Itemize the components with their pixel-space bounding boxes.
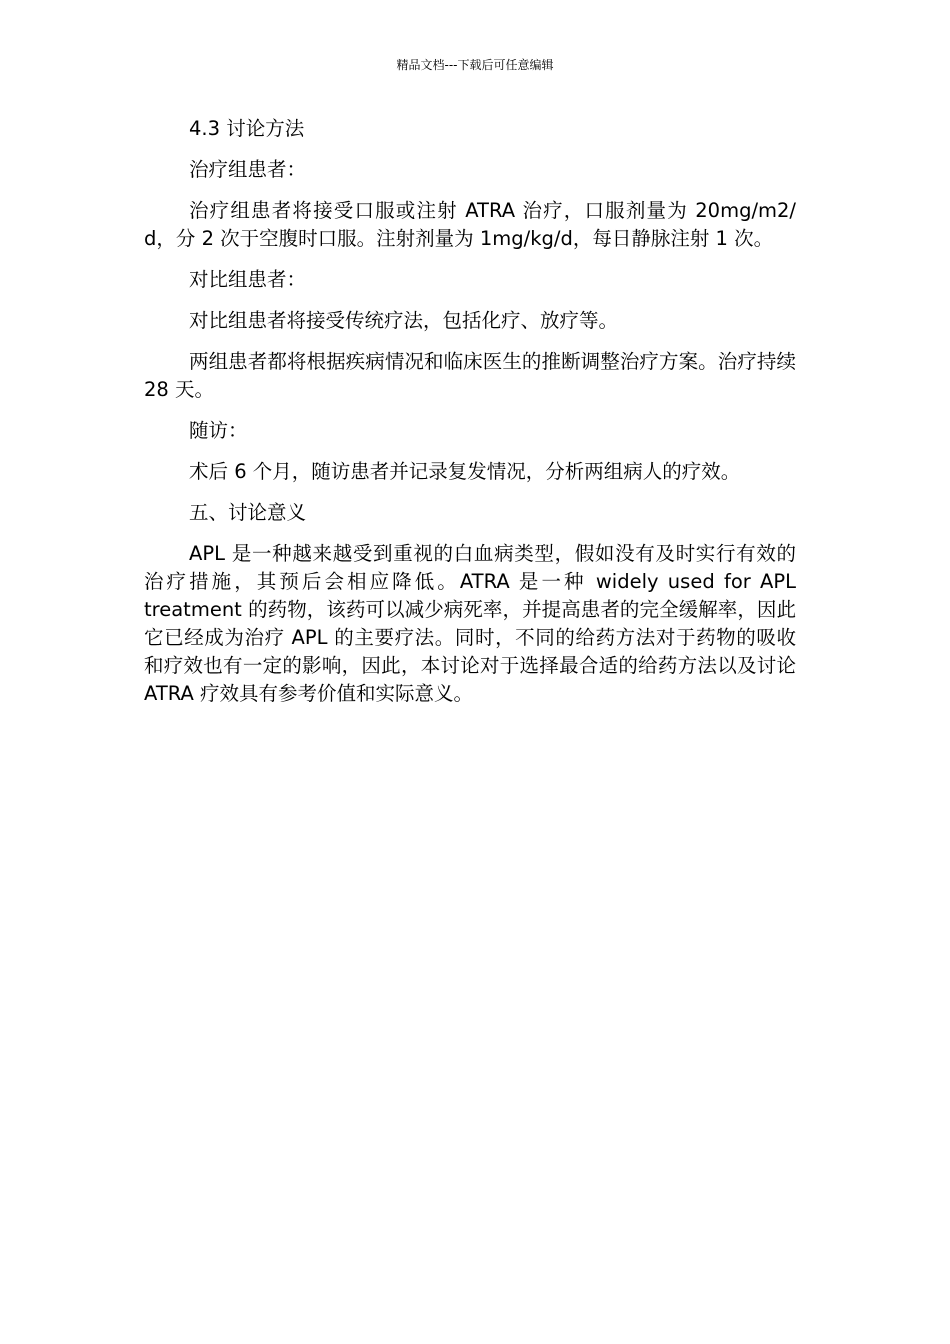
follow-up-paragraph: 术后 6 个月，随访患者并记录复发情况，分析两组病人的疗效。 bbox=[189, 460, 741, 483]
treatment-group-label: 治疗组患者： bbox=[189, 158, 307, 181]
treatment-group-paragraph: 治疗组患者将接受口服或注射 ATRA 治疗，口服剂量为 20mg/m2/d，分 2 次于空腹时口服。注射剂量为 1mg/kg/d，每日静脉注射 1 次。 bbox=[144, 199, 796, 250]
follow-up-label: 随访： bbox=[189, 419, 248, 442]
control-group-paragraph: 对比组患者将接受传统疗法，包括化疗、放疗等。 bbox=[189, 309, 619, 332]
significance-paragraph: APL 是一种越来越受到重视的白血病类型，假如没有及时实行有效的治疗措施，其预后会相应降低。ATRA 是一种 widely used for APL treatment 的药物，该药可以减少病死率，并提高患者的完全缓解率，因此它已经成为治疗 APL 的主要疗法。同时，不同的给药方法对于药物的吸收和疗效也有一定的影响，因此，本讨论对于选择最合适的给药方法以及讨论 ATRA 疗效具有参考价值和实际意义。 bbox=[144, 542, 796, 705]
page-header: 精品文档---下载后可任意编辑 bbox=[396, 58, 554, 72]
control-group-label: 对比组患者： bbox=[189, 268, 307, 291]
document-body bbox=[144, 115, 796, 721]
section-heading-significance: 五、讨论意义 bbox=[189, 501, 307, 524]
section-heading-4-3: 4.3 讨论方法 bbox=[189, 117, 305, 140]
treatment-adjustment-paragraph: 两组患者都将根据疾病情况和临床医生的推断调整治疗方案。治疗持续 28 天。 bbox=[144, 350, 796, 401]
